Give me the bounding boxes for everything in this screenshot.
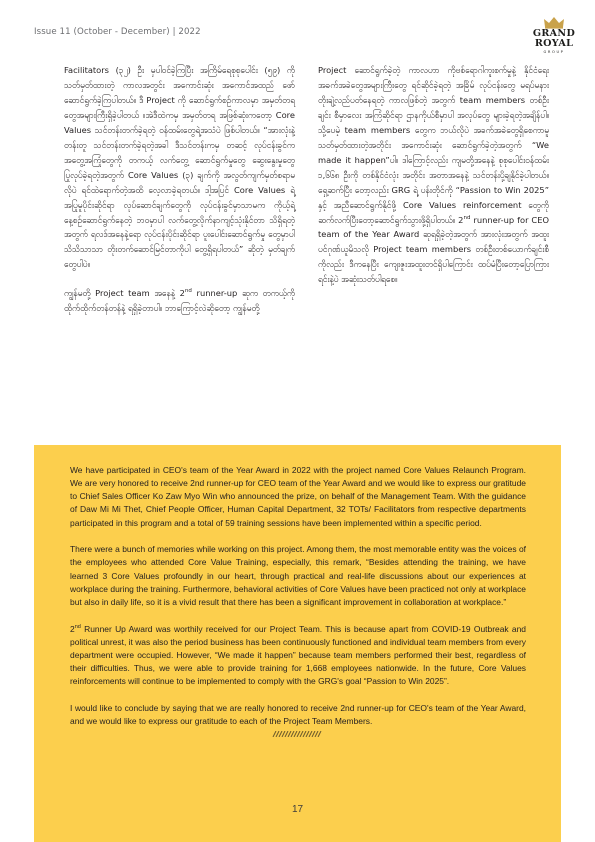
superscript: nd xyxy=(74,623,81,630)
english-paragraph-3-text: Runner Up Award was worthily received for our Project Team. This is because apart from COVID-19 Outbreak and political unrest, it was also the period business has been continuously functioned and individual team members from every department were occupied. However, “We made it happen” because team members performed their best, regardless of their difficulties. Thus, we were able to provide training for 1,668 employees nationwide. In the future, Core Values reinforcements will continue to be implemented to comply with the GRG's goal “Passion to Win 2025”. xyxy=(70,623,526,687)
logo-text-grand: GRAND xyxy=(532,28,576,39)
left-column xyxy=(64,63,295,316)
right-column xyxy=(318,63,549,287)
logo-text-royal: ROYAL xyxy=(534,38,574,49)
left-paragraph-2 xyxy=(64,286,295,316)
page-number: 17 xyxy=(291,804,304,815)
english-summary-box xyxy=(34,445,561,842)
left-paragraph-1: Facilitators (၃၂) ဦး မှပါဝင်ခဲ့ကြပြီး အကြိမ်ရေစုစုပေါင်း (၅၉) ကို သတ်မှတ်ထားတဲ့ ကာလအတွင်း အကောင်းဆုံး အကောင်အထည် ဖော်ဆောင်ရွက်ခဲ့ကြပါတယ်။ ဒီ Project ကို ဆောင်ရွက်စဉ်ကာလမှာ အမှတ်တရတွေအများကြီးရှိခဲ့ပါတယ် ။အဲဒီထဲကမှ အမှတ်တရ အဖြစ်ဆုံးကတော့ Core Values သင်တန်းတက်ခဲ့ရတဲ့ ဝန်ထမ်းတွေရဲ့အသံပဲ ဖြစ်ပါတယ်။ “အားလုံးနဲ့တန်းတူ သင်တန်းတက်ခဲ့ရတဲ့အခါ ဒီသင်တန်းကမှ တဆင့် လုပ်ငန်းခွင်ကအတွေ့အကြုံတွေကို တကယ့် လက်တွေ့ ဆောင်ရွက်မှုတွေ ဆွေးနွေးမှုတွေ ပြုလုပ်ခဲ့ရတဲ့အတွက် Core Values (၃) ချက်ကို အလွတ်ကျက်မှတ်စရာမလိုပဲ ရင်ထဲရောက်တဲ့အထိ လေ့လာခဲ့ရတယ်။ ဒါ့အပြင် Core Values ရဲ့ အပြုမူပိုင်းဆိုင်ရာ လုပ်ဆောင်ချက်တွေကို လုပ်ငန်းခွင်မှာသာမက ကိုယ့်ရဲ့ နေ့စဉ်ဆောင်ရွက်နေတဲ့ ဘဝမှာပါ လက်တွေ့လိုက်နာကျင့်သုံးနိုင်တာ သိရှိရတဲ့အတွက် ရလဒ်အနေနဲ့ရော လုပ်ငန်းပိုင်းဆိုင်ရာ ပူးပေါင်းဆောင်ရွက်မှု တွေမှာပါ သိသိသာသာ တိုးတက်ဆောင်မြင်တာကိုပါ တွေ့ရှိရပါတယ်” ဆိုတဲ့ မှတ်ချက်တွေပါပဲ။ xyxy=(64,65,295,270)
english-paragraph-1: We have participated in CEO's team of the Year Award in 2022 with the project named Core Values Relaunch Program. We are very honored to receive 2nd runner-up for CEO team of the Year Award and we would like to express our gratitude to Chief Sales Officer Ko Zaw Myo Win who announced the prize, on behalf of the Management Team. With the guidance of Daw Mi Mi Thet, Chief People Officer, Human Capital Department, 32 TOTs/ Facilitators from respective departments participated in this program and a total of 59 training sessions have been implemented within a specific period. xyxy=(70,465,526,528)
right-paragraph-1 xyxy=(318,63,549,287)
english-paragraph-3-num: 2 xyxy=(70,623,75,634)
left-paragraph-2-text-cont: runner-up ဆုက တကယ့်ကို ထိုက်ထိုက်တန်တန်နဲ့ ရရှိခဲ့တာပါ။ ဘာကြောင့်လဲဆိုတော့ ကျွန်မတို့ xyxy=(64,288,295,314)
issue-header: Issue 11 (October - December) | 2022 xyxy=(34,27,201,37)
english-paragraph-3 xyxy=(70,623,526,689)
superscript: nd xyxy=(463,214,471,221)
right-paragraph-1-text: Project ဆောင်ရွက်ခဲ့တဲ့ ကာလဟာ ကိုဗစ်ရောဂါကူးစက်မှုနဲ့ နိုင်ငံရေး အခက်အခဲတွေအများကြီးတွေ ရင်ဆိုင်ခဲ့ရတဲ့ အခြိမ် လုပ်ငန်းတွေ မရပ်မနား တိုးချဲ့လည်ပတ်နေရတဲ့ ကာလဖြစ်တဲ့ အတွက် team members တစ်ဦးချင်း စီမှာလေး အကြံဆိုင်ရာ ဌာနကိုယ်စီမှာပါ အလုပ်တွေ များခဲ့ရတဲ့အချိန်ပါ။ သို့ပေမဲ့ team members တွေက ဘယ်လိုပဲ အခက်အခဲတွေရှိစေကာမူ သတ်မှတ်ထားတဲ့အတိုင်း အကောင်းဆုံး ဆောင်ရွက်ခဲ့တဲ့အတွက် “We made it happen”ပါ။ ဒါကြောင့်လည်း ကျမတို့အနေနဲ့ စုစုပေါင်းဝန်ထမ်း ၁,၆၆၈ ဦးကို တစ်နိုင်ငံလုံး အတိုင်း အတာအနေနဲ့ သင်တန်းပို့ချနိုင်ခဲ့ပါတယ်။ ရှေ့ဆက်ပြီး တော့လည်း GRG ရဲ့ ပန်းတိုင်ကို “Passion to Win 2025” နှင့် အညီဆောင်ရွက်နိုင်ဖို့ Core Values reinforcement တွေကို ဆက်လက်ပြီးတော့ဆောင်ရွက်သွားဖို့ရှိပါတယ်။ 2 xyxy=(318,65,549,225)
english-paragraph-2: There were a bunch of memories while working on this project. Among them, the most memorable entity was the voices of the employees who attended Core Value Training, especially, this remark, “Besides attending the training, we have learned 3 Core Values profoundly in our heart, through practical and real-life discussions about our experiences at workplace during the training. Furthermore, behavioral activities of Core Values have been practiced not only at workplace but also in daily life, so it is a vivid result that there has been a significant improvement in collaboration at workplace.” xyxy=(70,544,526,607)
hatched-divider xyxy=(272,731,322,737)
english-paragraph-4: I would like to conclude by saying that we are really honored to receive 2nd runner-up for CEO's team of the Year Award, and we would like to express our gratitude to each of the Project Team Members. xyxy=(70,702,526,726)
left-paragraph-2-text: ကျွန်မတို့ Project team အနေနဲ့ 2 xyxy=(64,288,185,299)
english-summary-text xyxy=(70,464,526,742)
superscript: nd xyxy=(184,288,192,295)
right-paragraph-1-text-cont: runner-up for CEO team of the Year Award ဆုရရှိခဲ့တဲ့အတွက် အားလုံးအတွက် အထူးပင်ဂုဏ်ယူမိသလို Project team members တစ်ဦးတစ်ယောက်ချင်းစီကိုလည်း ဒီကနေပြီး ကျေးဇူးအထူးတင်ရှိပါကြောင်း ထပ်မံပြီးတော့ပြောကြားရင်းနဲ့ပဲ အဆုံးသတ်ပါရစေ။ xyxy=(318,214,550,285)
logo-text-group: GROUP xyxy=(543,50,565,54)
grand-royal-logo xyxy=(526,16,582,54)
